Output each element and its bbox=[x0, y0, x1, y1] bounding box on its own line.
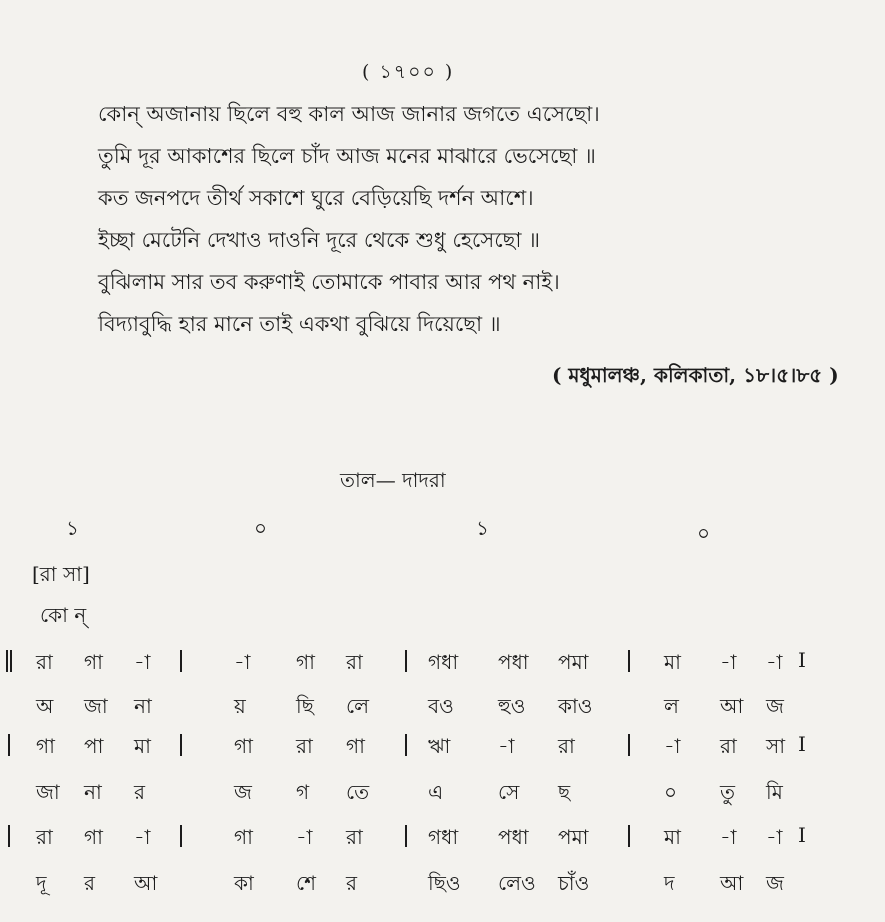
lyric-line: তুমি দূর আকাশের ছিলে চাঁদ আজ মনের মাঝারে ভেসেছো ॥ bbox=[98, 144, 596, 168]
lyric-syllable: শে bbox=[296, 871, 316, 895]
lyric-line: বিদ্যাবুদ্ধি হার মানে তাই একথা বুঝিয়ে দিয়েছো ॥ bbox=[98, 312, 501, 336]
vibhag-barline bbox=[405, 825, 407, 847]
vibhag-barline bbox=[405, 734, 407, 756]
lyric-syllable: ০ bbox=[664, 780, 678, 804]
lyric-syllable: আ bbox=[134, 871, 158, 895]
source-citation: ( মধুমালঞ্চ, কলিকাতা, ১৮।৫।৮৫ ) bbox=[552, 363, 839, 387]
lyric-line: কোন্ অজানায় ছিলে বহু কাল আজ জানার জগতে এসেছো। bbox=[98, 102, 600, 126]
lyric-syllable: তে bbox=[346, 780, 370, 804]
swara-note: -া bbox=[720, 825, 737, 849]
khali-mark: ০ bbox=[697, 521, 711, 545]
vibhag-barline bbox=[180, 825, 182, 847]
lyric-syllable: জ bbox=[766, 694, 784, 718]
lyric-syllable: দূ bbox=[36, 871, 47, 895]
swara-note: -া bbox=[234, 650, 251, 674]
swara-note: গা bbox=[296, 650, 315, 674]
lyric-syllable: ল bbox=[664, 694, 679, 718]
swara-note: রা bbox=[36, 650, 53, 674]
end-mark: I bbox=[798, 732, 806, 756]
lyric-syllable: লে bbox=[346, 694, 370, 718]
lyric-syllable: না bbox=[134, 694, 152, 718]
swara-note: মা bbox=[134, 734, 151, 758]
lyric-syllable: র bbox=[346, 871, 358, 895]
lyric-syllable: জা bbox=[84, 694, 108, 718]
lyric-line: কত জনপদে তীর্থ সকাশে ঘুরে বেড়িয়েছি দর্শন আশে। bbox=[98, 186, 534, 210]
lyric-syllable: তু bbox=[720, 780, 736, 804]
vibhag-barline bbox=[628, 734, 630, 756]
lyric-syllable: হুও bbox=[498, 694, 526, 718]
end-mark: I bbox=[798, 648, 806, 672]
lyric-syllable: ছি bbox=[296, 694, 314, 718]
swara-note: রা bbox=[346, 825, 363, 849]
swara-note: রা bbox=[720, 734, 737, 758]
swara-note: গধা bbox=[428, 650, 459, 674]
tali-mark: ১ bbox=[476, 516, 489, 540]
vibhag-barline bbox=[628, 825, 630, 847]
page-number: ( ১৭০০ ) bbox=[362, 61, 455, 83]
swara-note: -া bbox=[134, 650, 151, 674]
swara-note: গা bbox=[84, 825, 103, 849]
lyric-syllable: না bbox=[84, 780, 102, 804]
vibhag-barline bbox=[180, 734, 182, 756]
swara-note: রা bbox=[558, 734, 575, 758]
lyric-syllable: চাঁও bbox=[558, 871, 590, 895]
lyric-syllable: কাও bbox=[558, 694, 593, 718]
khali-mark: ০ bbox=[254, 516, 268, 540]
lyric-line: ইচ্ছা মেটেনি দেখাও দাওনি দূরে থেকে শুধু হেসেছো ॥ bbox=[98, 228, 541, 252]
swara-note: গধা bbox=[428, 825, 459, 849]
swara-note: পা bbox=[84, 734, 104, 758]
lyric-syllable: সে bbox=[498, 780, 520, 804]
lyric-syllable: বও bbox=[428, 694, 454, 718]
end-mark: I bbox=[798, 823, 806, 847]
lyric-syllable: য় bbox=[234, 694, 246, 718]
intro-lyric: কো ন্ bbox=[40, 603, 87, 627]
swara-note: -া bbox=[664, 734, 681, 758]
lyric-syllable: লেও bbox=[498, 871, 536, 895]
swara-note: পমা bbox=[558, 825, 589, 849]
lyric-syllable: মি bbox=[766, 780, 783, 804]
lyric-syllable: কা bbox=[234, 871, 254, 895]
swara-note: গা bbox=[346, 734, 365, 758]
lyric-syllable: আ bbox=[720, 871, 744, 895]
swara-note: -া bbox=[498, 734, 515, 758]
tali-mark: ১ bbox=[66, 516, 79, 540]
swara-note: -া bbox=[766, 825, 783, 849]
lyric-syllable: ছিও bbox=[428, 871, 461, 895]
lyric-syllable: ছ bbox=[558, 780, 571, 804]
swara-note: -া bbox=[720, 650, 737, 674]
start-barline bbox=[8, 734, 10, 756]
vibhag-barline bbox=[405, 650, 407, 672]
lyric-syllable: অ bbox=[36, 694, 54, 718]
swara-note: ঋা bbox=[428, 734, 451, 758]
lyric-syllable: এ bbox=[428, 780, 444, 804]
lyric-syllable: জ bbox=[234, 780, 252, 804]
swara-note: গা bbox=[234, 734, 253, 758]
start-barline bbox=[8, 825, 10, 847]
lyric-syllable: র bbox=[84, 871, 96, 895]
swara-note: -া bbox=[134, 825, 151, 849]
lyric-line: বুঝিলাম সার তব করুণাই তোমাকে পাবার আর পথ নাই। bbox=[98, 270, 560, 294]
swara-note: -া bbox=[766, 650, 783, 674]
intro-notes: [রা সা] bbox=[32, 562, 90, 586]
lyric-syllable: দ bbox=[664, 871, 675, 895]
lyric-syllable: আ bbox=[720, 694, 744, 718]
lyric-syllable: জ bbox=[766, 871, 784, 895]
swara-note: রা bbox=[346, 650, 363, 674]
swara-note: গা bbox=[84, 650, 103, 674]
vibhag-barline bbox=[628, 650, 630, 672]
lyric-syllable: জা bbox=[36, 780, 60, 804]
swara-note: গা bbox=[36, 734, 55, 758]
lyric-syllable: গ bbox=[296, 780, 310, 804]
swara-note: মা bbox=[664, 825, 681, 849]
tala-heading: তাল— দাদরা bbox=[340, 468, 446, 492]
lyric-syllable: র bbox=[134, 780, 146, 804]
double-barline bbox=[6, 650, 12, 672]
swara-note: পধা bbox=[498, 825, 529, 849]
swara-note: রা bbox=[296, 734, 313, 758]
swara-note: গা bbox=[234, 825, 253, 849]
swara-note: পমা bbox=[558, 650, 589, 674]
swara-note: মা bbox=[664, 650, 681, 674]
swara-note: সা bbox=[766, 734, 786, 758]
swara-note: -া bbox=[296, 825, 313, 849]
vibhag-barline bbox=[180, 650, 182, 672]
swara-note: রা bbox=[36, 825, 53, 849]
swara-note: পধা bbox=[498, 650, 529, 674]
